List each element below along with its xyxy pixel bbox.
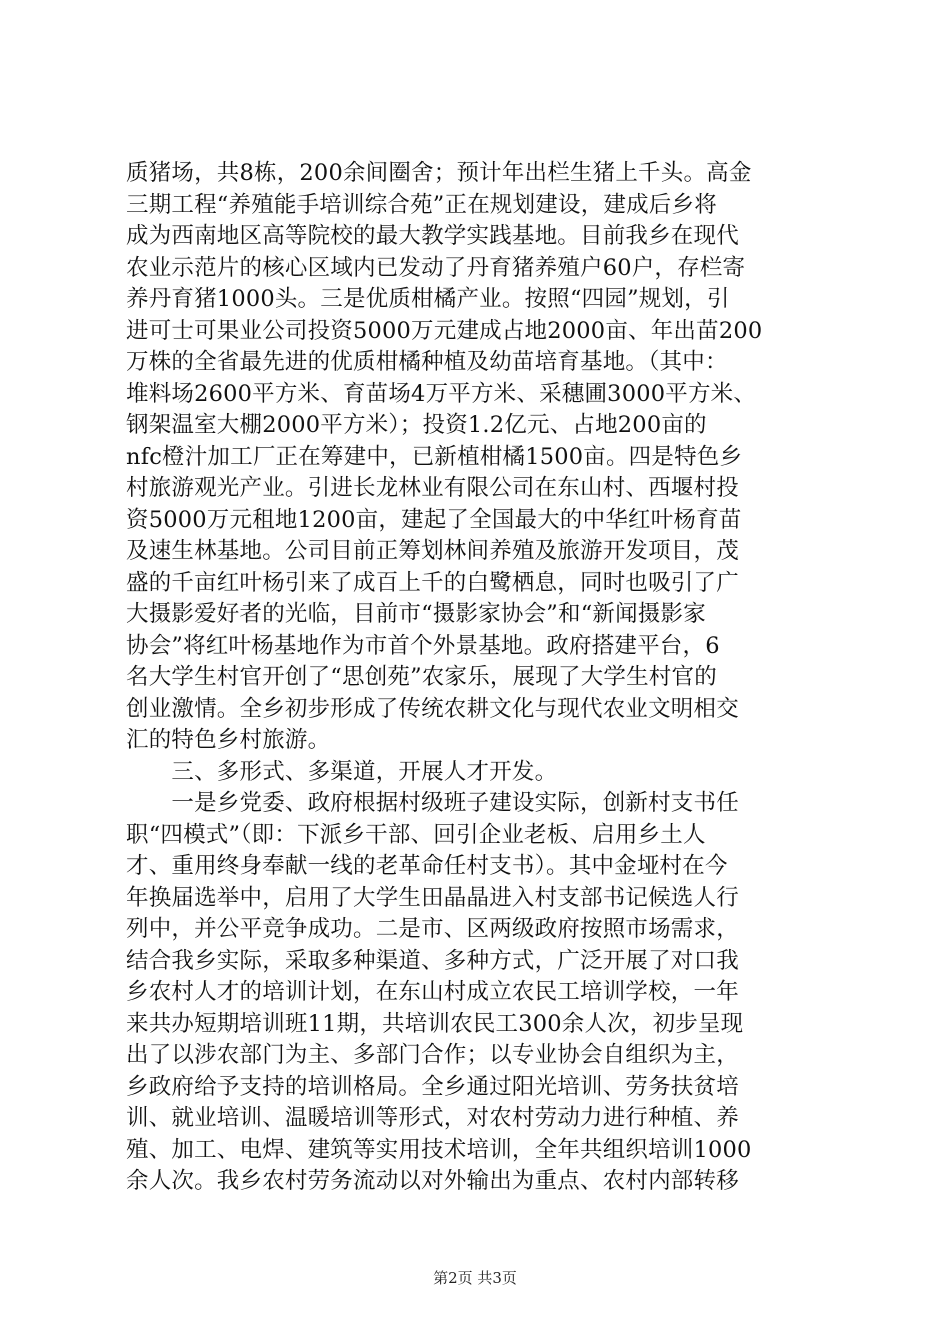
text-line: 乡政府给予支持的培训格局。全乡通过阳光培训、劳务扶贫培 <box>126 1073 739 1100</box>
text-line: 盛的千亩红叶杨引来了成百上千的白鹭栖息，同时也吸引了广 <box>126 569 739 596</box>
text-line: 三、多形式、多渠道，开展人才开发。 <box>126 758 558 785</box>
page-footer: 第2页 共3页 <box>433 1269 517 1287</box>
text-line: 堆料场2600平方米、育苗场4万平方米、采穗圃3000平方米、 <box>126 380 757 407</box>
text-line: 大摄影爱好者的光临，目前市“摄影家协会”和“新闻摄影家 <box>126 601 706 627</box>
text-line: 钢架温室大棚2000平方米）；投资1.2亿元、占地200亩的 <box>126 412 707 438</box>
text-line: 农业示范片的核心区域内已发动了丹育猪养殖户60户，存栏寄 <box>126 254 746 281</box>
text-line: 列中，并公平竞争成功。二是市、区两级政府按照市场需求， <box>126 916 739 942</box>
text-line: 成为西南地区高等院校的最大教学实践基地。目前我乡在现代 <box>126 223 739 249</box>
text-line: 协会”将红叶杨基地作为市首个外景基地。政府搭建平台，6 <box>126 632 720 659</box>
text-line: 进可士可果业公司投资5000万元建成占地2000亩、年出苗200 <box>126 317 763 344</box>
text-line: 结合我乡实际，采取多种渠道、多种方式，广泛开展了对口我 <box>126 947 739 974</box>
text-line: 万株的全省最先进的优质柑橘种植及幼苗培育基地。（其中： <box>126 349 728 375</box>
text-line: 一是乡党委、政府根据村级班子建设实际，创新村支书任 <box>126 790 739 816</box>
text-line: 质猪场，共8栋，200余间圈舍；预计年出栏生猪上千头。高金 <box>126 160 752 186</box>
text-line: 余人次。我乡农村劳务流动以对外输出为重点、农村内部转移 <box>126 1168 739 1194</box>
body-text <box>126 158 836 1198</box>
text-line: 乡农村人才的培训计划，在东山村成立农民工培训学校，一年 <box>126 979 739 1005</box>
text-line: 训、就业培训、温暖培训等形式，对农村劳动力进行种植、养 <box>126 1105 739 1131</box>
text-line: 资5000万元租地1200亩，建起了全国最大的中华红叶杨育苗 <box>126 506 742 533</box>
text-line: 及速生林基地。公司目前正筹划林间养殖及旅游开发项目，茂 <box>126 538 739 564</box>
text-line: 名大学生村官开创了“思创苑”农家乐，展现了大学生村官的 <box>126 664 717 690</box>
text-line: 年换届选举中，启用了大学生田晶晶进入村支部书记候选人行 <box>126 884 739 911</box>
text-line: 才、重用终身奉献一线的老革命任村支书）。其中金垭村在今 <box>126 853 728 879</box>
text-line: 来共办短期培训班11期，共培训农民工300余人次，初步呈现 <box>126 1010 744 1037</box>
text-line: 三期工程“养殖能手培训综合苑”正在规划建设，建成后乡将 <box>126 191 717 218</box>
text-line: 职“四模式”（即：下派乡干部、回引企业老板、启用乡土人 <box>126 821 706 848</box>
text-line: nfc橙汁加工厂正在筹建中，已新植柑橘1500亩。四是特色乡 <box>126 443 743 470</box>
text-line: 创业激情。全乡初步形成了传统农耕文化与现代农业文明相交 <box>126 695 739 722</box>
text-line: 养丹育猪1000头。三是优质柑橘产业。按照“四园”规划，引 <box>126 286 730 312</box>
text-line: 村旅游观光产业。引进长龙林业有限公司在东山村、西堰村投 <box>126 475 739 501</box>
text-line: 出了以涉农部门为主、多部门合作；以专业协会自组织为主， <box>126 1042 739 1068</box>
text-line: 殖、加工、电焊、建筑等实用技术培训，全年共组织培训1000 <box>126 1136 752 1163</box>
text-line: 汇的特色乡村旅游。 <box>126 727 331 753</box>
